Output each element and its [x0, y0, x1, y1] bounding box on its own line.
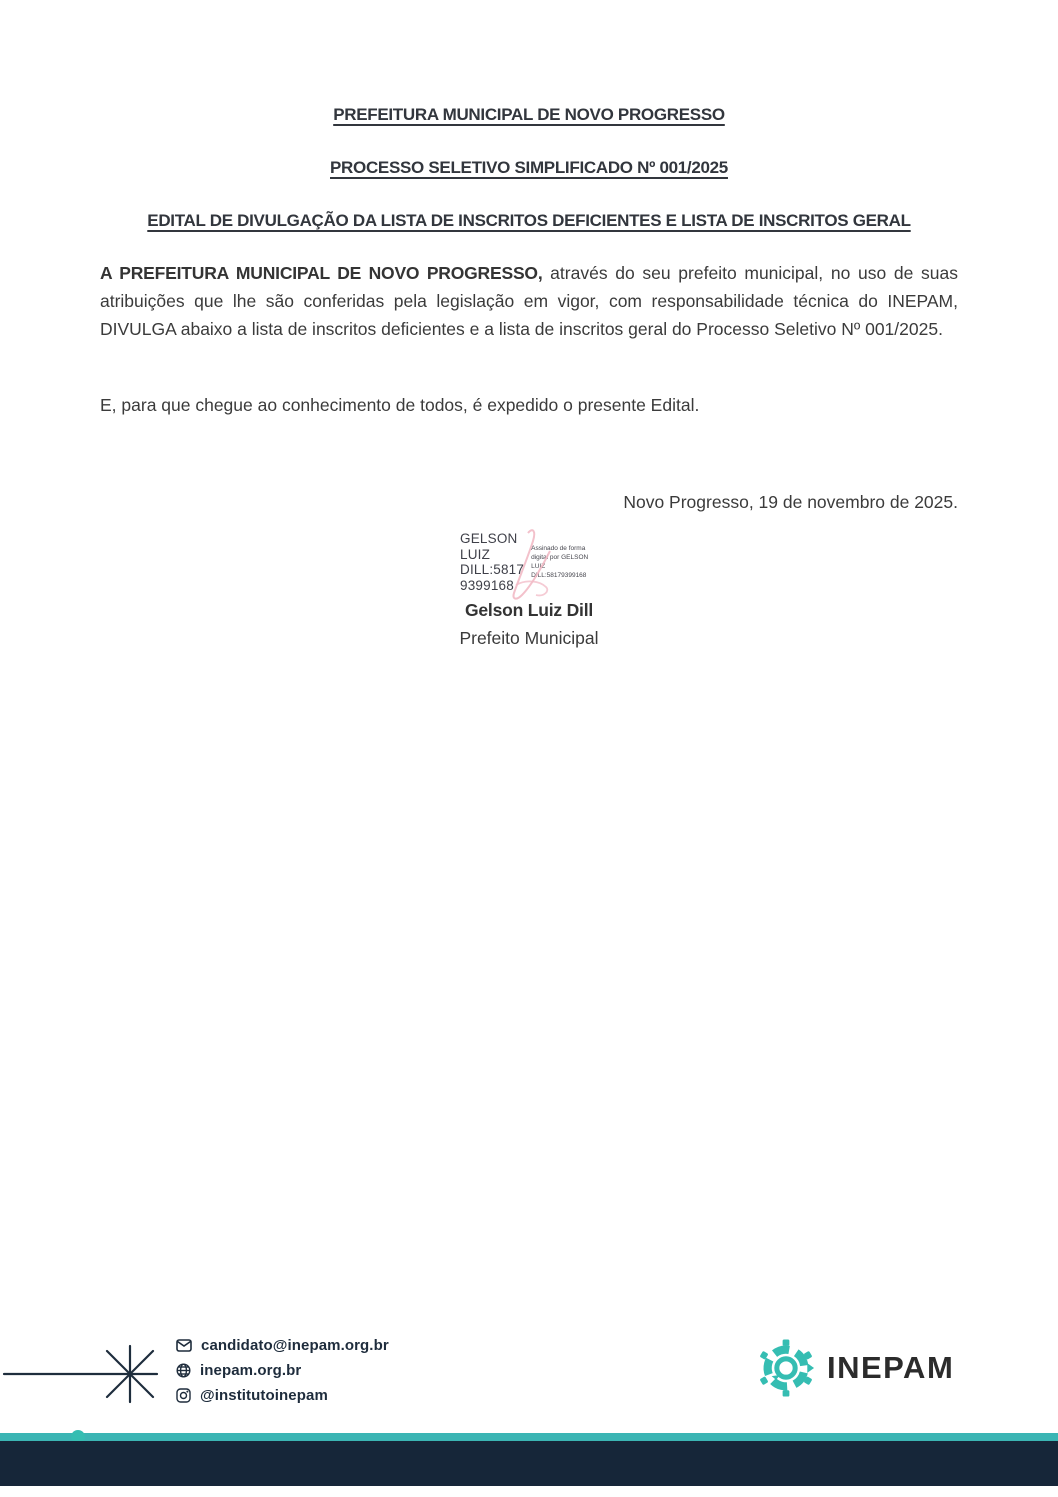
closing-paragraph: E, para que chegue ao conhecimento de todos, é expedido o presente Edital. — [100, 395, 700, 415]
signature-block — [439, 531, 619, 649]
contact-row-email — [176, 1336, 389, 1355]
footer-teal-line — [0, 1433, 1058, 1441]
contact-website-text: inepam.org.br — [200, 1362, 302, 1379]
stamp-line: GELSON — [460, 531, 518, 546]
stamp-line: LUIZ — [460, 546, 491, 562]
digital-signature-stamp — [460, 531, 619, 593]
stamp-line: DILL:5817 — [460, 562, 525, 577]
stamp-detail-text — [531, 531, 588, 593]
inepam-logo-text: INEPAM — [827, 1350, 955, 1385]
body-paragraph — [100, 259, 958, 343]
envelope-icon — [176, 1339, 192, 1352]
contact-email-text: candidato@inepam.org.br — [201, 1337, 389, 1354]
body-paragraph-rest: através do seu prefeito municipal, no uso de suas atribuições que lhe são conferidas pela legislação em vigor, com responsabilidade técnica do INEPAM, DIVULGA abaixo a lista de inscritos deficientes e a lista de inscritos geral do Processo Seletivo Nº 001/2025. — [100, 263, 959, 339]
inepam-gear-icon — [757, 1338, 815, 1398]
footer-navy-bar — [0, 1441, 1058, 1486]
body-paragraph-bold-lead: A PREFEITURA MUNICIPAL DE NOVO PROGRESSO, — [100, 263, 543, 283]
title-prefeitura: PREFEITURA MUNICIPAL DE NOVO PROGRESSO — [333, 105, 725, 124]
title-processo-seletivo: PROCESSO SELETIVO SIMPLIFICADO Nº 001/2025 — [330, 158, 728, 177]
stamp-signer-text — [460, 531, 524, 593]
inepam-logo — [757, 1338, 954, 1398]
stamp-detail-line: DILL:58179399168 — [531, 572, 587, 579]
instagram-icon — [176, 1388, 191, 1403]
contact-row-instagram — [176, 1386, 389, 1405]
asterisk-star-decoration — [0, 1340, 170, 1408]
stamp-detail-line: Assinado de forma — [531, 545, 586, 552]
contact-instagram-text: @institutoinepam — [200, 1387, 328, 1404]
title-edital: EDITAL DE DIVULGAÇÃO DA LISTA DE INSCRITOS DEFICIENTES E LISTA DE INSCRITOS GERAL — [147, 211, 911, 230]
stamp-line: 9399168 — [460, 577, 514, 593]
stamp-detail-line: digital por GELSON — [531, 554, 589, 561]
contact-row-website — [176, 1361, 389, 1380]
footer-contact-list — [176, 1336, 389, 1405]
date-line: Novo Progresso, 19 de novembro de 2025. — [623, 492, 958, 512]
signer-name: Gelson Luiz Dill — [464, 600, 594, 620]
globe-icon — [176, 1363, 191, 1378]
stamp-detail-line: LUIZ — [531, 563, 546, 570]
document-content — [100, 0, 958, 649]
signer-role: Prefeito Municipal — [459, 628, 599, 648]
